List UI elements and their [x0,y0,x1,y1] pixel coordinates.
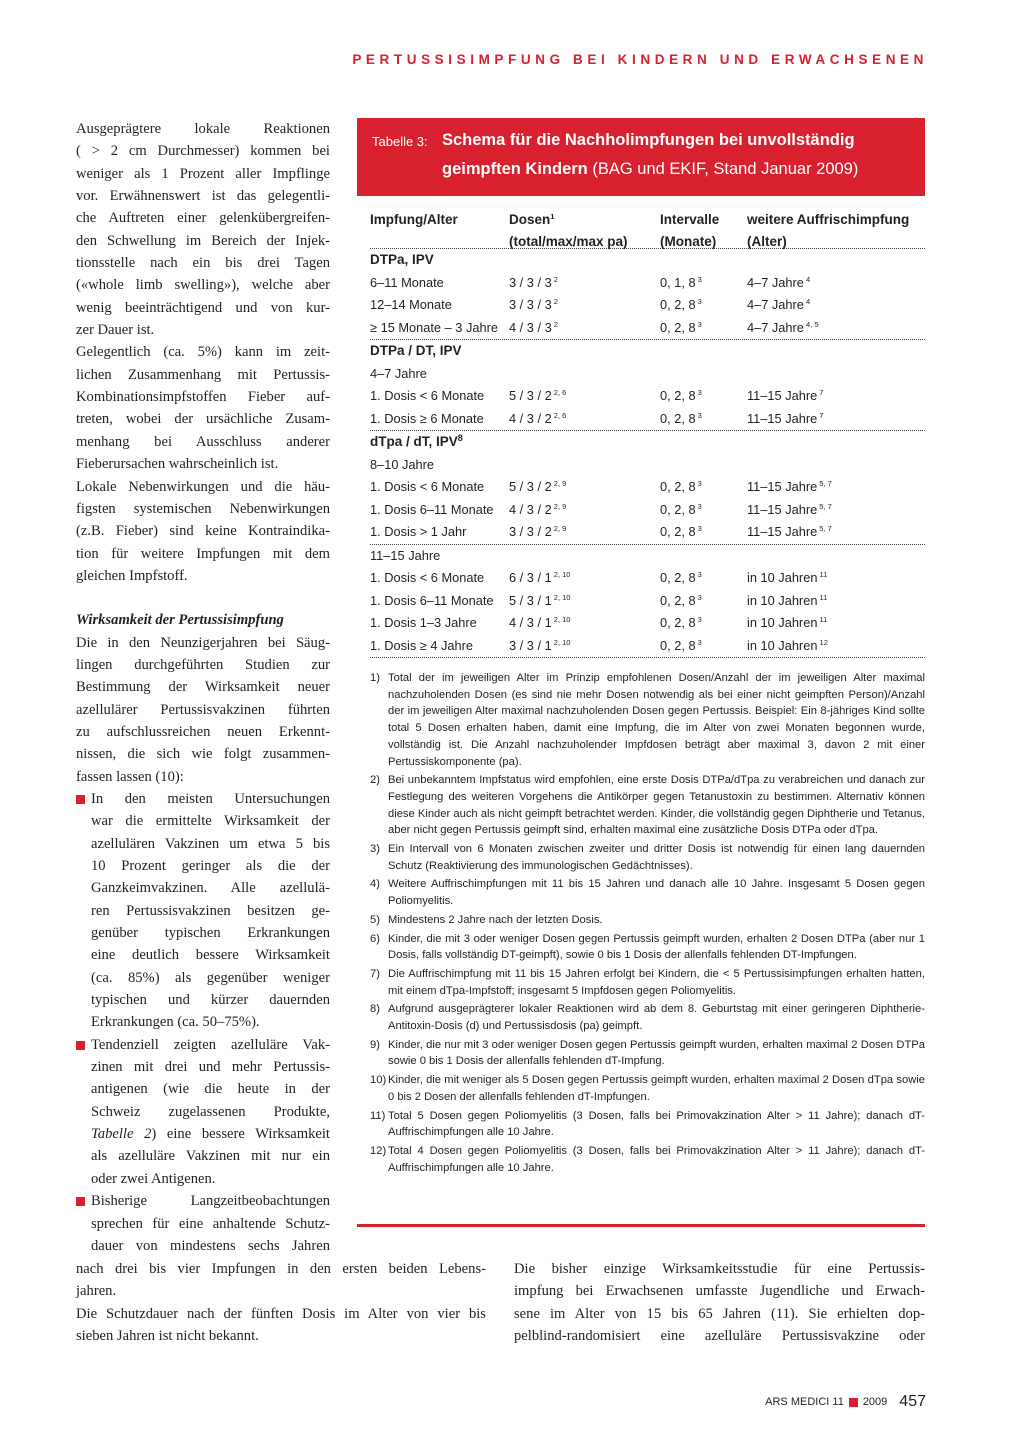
table-cell: 4 / 3 / 3 $^2$ [509,319,558,335]
text-line: zu aufschlussreichen neuen Erkennt- [76,723,330,740]
table-reference: Tabelle 2 [91,1126,152,1143]
table-group-heading: DTPa, IPV [370,252,434,267]
footnote: 1) Total der im jeweiligen Alter im Prinzip empfohlenen Dosen/Anzahl der im jeweiligen Alter maximal nachzuholenden Dosen (es sind nie mehr Dosen notwendig als bei einer nicht geimpften Person)/Anzahl der im jeweiligen Alter maximal nachzuholenden Dosen gegen Pertussis. Beispiel: Ein 8-jähriges Kind sollte total 5 Dosen erhalten haben, damit eine Impfung, die im Alter von zwei Monaten begonnen wurde, vollständig ist. Die Anzahl nachzuholender Impfdosen beträgt aber maximal 3, davon 2 mit einer Pertussiskomponente (pa). [370,672,925,768]
header-dosen: Dosen$^1$ (total/max/max pa) [509,212,628,249]
text-line: lingen durchgeführten Studien zur [76,656,330,673]
table-cell: 5 / 3 / 2 $^{2, 9}$ [509,479,567,494]
text-line: Die bisher einzige Wirksamkeitsstudie für eine Pertussis- [514,1261,925,1277]
text-line: azellulärer Pertussisvakzinen führten [76,701,330,718]
text-line: antigenen (wie die heute in der [91,1081,330,1098]
table-row [357,521,925,544]
table-row [357,272,925,295]
text-line: Fieberursachen wahrscheinlich ist. [76,456,279,473]
text-line: In den meisten Untersuchungen [91,790,330,807]
journal-year: 2009 [862,1396,888,1408]
table-cell: 0, 2, 8 $^3$ [660,319,702,335]
table-cell: 4 / 3 / 1 $^{2, 10}$ [509,615,571,630]
text-line: Kombinationsimpfstoffen Fieber auf- [76,389,330,406]
table-cell: 1. Dosis 6–11 Monate [370,501,494,517]
text-line: war die ermittelte Wirksamkeit der [91,813,330,830]
table-cell: 4–7 Jahre [370,365,427,381]
text-line: Tendenziell zeigten azelluläre Vak- [91,1036,330,1053]
table-row [357,590,925,613]
paragraph-side-effects [76,476,330,588]
table-row [357,317,925,340]
left-column [76,118,330,1257]
table-end-rule [357,1224,925,1227]
table-cell: 0, 2, 8 $^3$ [660,479,702,494]
bullet-square-icon [76,1041,85,1050]
table-cell: 1. Dosis ≥ 4 Jahre [370,637,474,653]
table-cell: 11–15 Jahre $^{5, 7}$ [747,479,832,494]
table-cell: 3 / 3 / 1 $^{2, 10}$ [509,637,571,653]
table-row [357,545,925,568]
text-line: Erkrankungen (ca. 50–75%). [91,1014,260,1031]
footnote: 3) Ein Intervall von 6 Monaten zwischen zweiter und dritter Dosis ist notwendig für einen lang dauernden Schutz (Reaktivierung des immunologischen Gedächtnisses). [370,843,925,872]
text-line: Bisherige Langzeitbeobachtungen [91,1193,330,1210]
table-cell: 0, 2, 8 $^3$ [660,592,702,608]
table-row [357,408,925,431]
table-cell: 6–11 Monate [370,274,444,290]
table-cell: 1. Dosis < 6 Monate [370,388,485,403]
table-cell: 1. Dosis < 6 Monate [370,570,485,585]
header-auffrischimpfung: weitere Auffrischimpfung (Alter) [747,212,910,249]
table-group-heading: DTPa / DT, IPV [370,343,462,358]
text-line: genüber typischen Erkrankungen [91,925,330,942]
text-line: sprechen für eine anhaltende Schutz- [91,1215,330,1232]
table-cell: 11–15 Jahre $^7$ [747,388,824,403]
table-3 [357,118,925,1178]
table-cell: 0, 1, 8 $^3$ [660,274,702,290]
text-line: (z.B. Fieber) sind keine Kontraindika- [76,523,330,540]
text-line: Ausgeprägtere lokale Reaktionen [76,121,330,137]
header-impfung-alter: Impfung/Alter [370,212,458,227]
table-title-line-2 [442,160,858,179]
table-cell: in 10 Jahren $^{11}$ [747,615,828,630]
table-cell: in 10 Jahren $^{11}$ [747,570,828,585]
table-cell: 1. Dosis < 6 Monate [370,479,485,494]
text-line: ren Pertussisvakzinen besitzen ge- [91,902,330,919]
bullet-square-icon [76,1197,85,1206]
table-cell: 4–7 Jahre $^{4, 5}$ [747,319,819,335]
footnote: 9) Kinder, die nur mit 3 oder weniger Dosen gegen Pertussis geimpft wurden, erhalten maximal 2 Dosen DTPa sowie 0 bis 1 Dosis der allenfalls fehlenden dT-Impfung. [370,1038,925,1068]
table-cell: 0, 2, 8 $^3$ [660,410,702,426]
text-line: Lokale Nebenwirkungen und die häu- [76,478,330,495]
text-line: Bestimmung der Wirksamkeit neuer [76,679,330,696]
table-row [357,385,925,408]
header-intervalle: Intervalle (Monate) [660,212,720,249]
footnote: 7) Die Auffrischimpfung mit 11 bis 15 Jahren erfolgt bei Kindern, die < 5 Pertussisimpfungen erhalten hatten, mit einem dTpa-Impfstoff; insgesamt 5 Impfdosen gegen Poliomyelitis. [370,967,925,997]
table-title-source: (BAG und EKIF, Stand Januar 2009) [592,160,859,178]
text-line: treten, wobei der ursächliche Zusam- [76,411,330,428]
text-line: sieben Jahren ist nicht bekannt. [76,1328,259,1345]
text-line: Ganzkeimvakzinen. Alle azellulä- [91,880,330,897]
footnote: 12) Total 4 Dosen gegen Poliomyelitis (3 Dosen, falls bei Primovakzination Alter > 11 Jahre); danach dT-Auffrischimpfungen alle 10 Jahre. [370,1144,925,1174]
text-line: (ca. 85%) als gegenüber weniger [91,969,330,986]
table-row [357,612,925,635]
text-line: 10 Prozent geringer als die der [91,858,330,874]
table-cell: 12–14 Monate [370,297,452,312]
table-cell: 1. Dosis 6–11 Monate [370,592,494,608]
paragraph-efficacy-intro [76,632,330,788]
table-cell: 4 / 3 / 2 $^{2, 9}$ [509,501,567,517]
text-line: menhang bei Ausschluss anderer [76,433,330,450]
table-header [357,201,925,248]
table-row [357,499,925,522]
footnote: 8) Aufgrund ausgeprägterer lokaler Reaktionen wird ab dem 8. Geburtstag mit einer geringeren Diphtherie-Antitoxin-Dosis (d) und Pertussisdosis (pa) geimpft. [370,1003,925,1033]
table-row [357,476,925,499]
bottom-right-text [514,1258,925,1347]
text-line: sene im Alter von 15 bis 65 Jahren (11). Sie erhielten dop- [514,1305,925,1322]
text-line: weniger als 1 Prozent aller Impflinge [76,165,330,182]
table-label: Tabelle 3: [372,134,428,149]
table-divider [370,657,925,658]
text-line: Gelegentlich (ca. 5%) kann im zeit- [76,344,330,361]
page-footer [765,1393,926,1411]
text-line: pelblind-randomisiert eine azelluläre Pertussisvakzine oder [514,1328,925,1345]
table-cell: 1. Dosis ≥ 6 Monate [370,410,484,426]
text-line: als azelluläre Vakzinen mit nur ein [91,1148,330,1165]
table-cell: 11–15 Jahre [370,547,441,563]
table-cell: 3 / 3 / 3 $^2$ [509,297,558,312]
text-line: zinen mit drei und mehr Pertussis- [91,1059,330,1076]
running-header: PERTUSSISIMPFUNG BEI KINDERN UND ERWACHSENEN [352,52,928,67]
table-cell: 11–15 Jahre $^7$ [747,410,824,426]
text-line: jahren. [76,1283,117,1300]
text-line: fassen lassen (10): [76,768,184,785]
subheading-efficacy: Wirksamkeit der Pertussisimpfung [76,612,284,629]
text-line: zer Dauer ist. [76,322,155,339]
bullet-item-2 [76,1034,330,1190]
bullet-square-icon [76,795,85,804]
paragraph-fever [76,341,330,475]
text-line: dauer von mindestens sechs Jahren [91,1237,330,1254]
text-line: azellulären Vakzinen um etwa 5 bis [91,835,330,852]
footnote: 10) Kinder, die mit weniger als 5 Dosen gegen Pertussis geimpft wurden, erhalten maximal 2 Dosen dTpa sowie 0 bis 2 Dosen der allenfalls fehlenden dT-Impfungen. [370,1074,925,1103]
bottom-left-text [76,1258,486,1347]
table-cell: 11–15 Jahre $^{5, 7}$ [747,501,832,517]
table-title-bold: geimpften Kindern [442,160,588,178]
table-footnotes [357,670,925,1176]
text-line: Schweiz zugelassenen Produkte, [91,1103,330,1120]
table-cell: 5 / 3 / 1 $^{2, 10}$ [509,592,571,608]
table-cell: ≥ 15 Monate – 3 Jahre [370,319,498,335]
text-line: che Auftreten einer gelenkübergreifen- [76,210,330,227]
table-row [357,567,925,590]
page-number: 457 [899,1393,926,1410]
table-cell: 0, 2, 8 $^3$ [660,570,702,585]
footnote: 11) Total 5 Dosen gegen Poliomyelitis (3 Dosen, falls bei Primovakzination Alter > 11 Jahre); danach dT-Auffrischimpfungen alle 10 Jahre. [370,1109,925,1139]
text-line: wenig beeinträchtigend und von kur- [76,299,330,316]
bullet-item-3 [76,1190,330,1257]
text-line: («whole limb swelling»), welche aber [76,277,330,294]
footer-square-icon [849,1398,858,1407]
table-cell: 0, 2, 8 $^3$ [660,388,702,403]
table-cell: in 10 Jahren $^{12}$ [747,637,828,653]
table-body [357,248,925,657]
text-line: Die in den Neunzigerjahren bei Säug- [76,634,330,651]
table-cell: 4–7 Jahre $^4$ [747,274,811,290]
table-cell: 1. Dosis > 1 Jahr [370,524,467,539]
footnote: 2) Bei unbekanntem Impfstatus wird empfohlen, eine erste Dosis DTPa/dTpa zu verabreichen und danach zur Festlegung des weiteren Vorgehens die Antikörper gegen Tetanustoxin zu bestimmen. Alternativ können diese Kinder auch als nicht geimpft betrachtet werden. Kinder, die vollständig gegen Diphtherie und Tetanus, aber nicht gegen Pertussis geimpft sind, erhalten maximal eine zusätzliche Dosis DTPa oder dTpa. [370,774,925,837]
text-line: nissen, die sich wie folgt zusammen- [76,746,330,763]
table-cell: 0, 2, 8 $^3$ [660,297,702,312]
text-line: vor. Erwähnenswert ist das gelegentli- [76,188,330,205]
footnote: 5) Mindestens 2 Jahre nach der letzten Dosis. [370,913,603,926]
table-cell: 3 / 3 / 3 $^2$ [509,274,558,290]
text-line: impfung bei Erwachsenen umfasste Jugendliche und Erwach- [514,1283,925,1300]
text-line: ( > 2 cm Durchmesser) kommen bei [76,143,330,160]
text-line: lichen Zusammenhang mit Pertussis- [76,366,330,383]
text-line: eine deutlich bessere Wirksamkeit [91,947,330,964]
table-row [357,635,925,658]
journal-name: ARS MEDICI 11 [765,1396,844,1408]
table-cell: 0, 2, 8 $^3$ [660,615,702,630]
table-row [357,363,925,386]
table-row [357,454,925,477]
text-line: oder zwei Antigenen. [91,1170,216,1187]
table-cell: 0, 2, 8 $^3$ [660,524,702,539]
table-cell: 4–7 Jahre $^4$ [747,297,811,312]
text-line: Die Schutzdauer nach der fünften Dosis im Alter von vier bis [76,1305,486,1322]
table-group-heading: dTpa / dT, IPV$^8$ [370,433,463,449]
paragraph-local-reactions [76,118,330,341]
text-line: typischen und kürzer dauernden [91,992,330,1009]
text-line: tionsstelle nach ein bis drei Tagen [76,255,330,272]
table-cell: 11–15 Jahre $^{5, 7}$ [747,524,832,539]
table-cell: 0, 2, 8 $^3$ [660,501,702,517]
table-cell: 3 / 3 / 2 $^{2, 9}$ [509,524,567,539]
text-line: Tabelle 2) eine bessere Wirksamkeit [91,1126,330,1143]
table-cell: 0, 2, 8 $^3$ [660,637,702,653]
text-line: tion für weitere Impfungen mit dem [76,545,330,562]
table-row [357,294,925,317]
text-line: nach drei bis vier Impfungen in den ersten beiden Lebens- [76,1261,486,1277]
text-line: gleichen Impfstoff. [76,567,188,584]
text-line: den Schwellung im Bereich der Injek- [76,232,330,249]
table-title-line-1: Schema für die Nachholimpfungen bei unvollständig [442,131,855,149]
table-cell: 8–10 Jahre [370,456,435,472]
table-cell: 6 / 3 / 1 $^{2, 10}$ [509,570,571,585]
table-caption [357,118,925,196]
table-cell: 1. Dosis 1–3 Jahre [370,615,477,630]
footnote: 4) Weitere Auffrischimpfungen mit 11 bis 15 Jahren und danach alle 10 Jahre. Insgesamt 5 Dosen gegen Poliomyelitis. [370,878,925,908]
table-cell: 4 / 3 / 2 $^{2, 6}$ [509,410,567,426]
footnote: 6) Kinder, die mit 3 oder weniger Dosen gegen Pertussis geimpft wurden, erhalten 2 Dosen DTPa (aber nur 1 Dosis, falls vollständig DT-geimpft), sowie 0 bis 1 Dosis der allenfalls fehlenden DT-Impfungen. [370,932,925,962]
text-line: figsten systemischen Nebenwirkungen [76,500,330,517]
table-cell: 5 / 3 / 2 $^{2, 6}$ [509,388,567,403]
table-cell: in 10 Jahren $^{11}$ [747,592,828,608]
bullet-item-1 [76,788,330,1034]
